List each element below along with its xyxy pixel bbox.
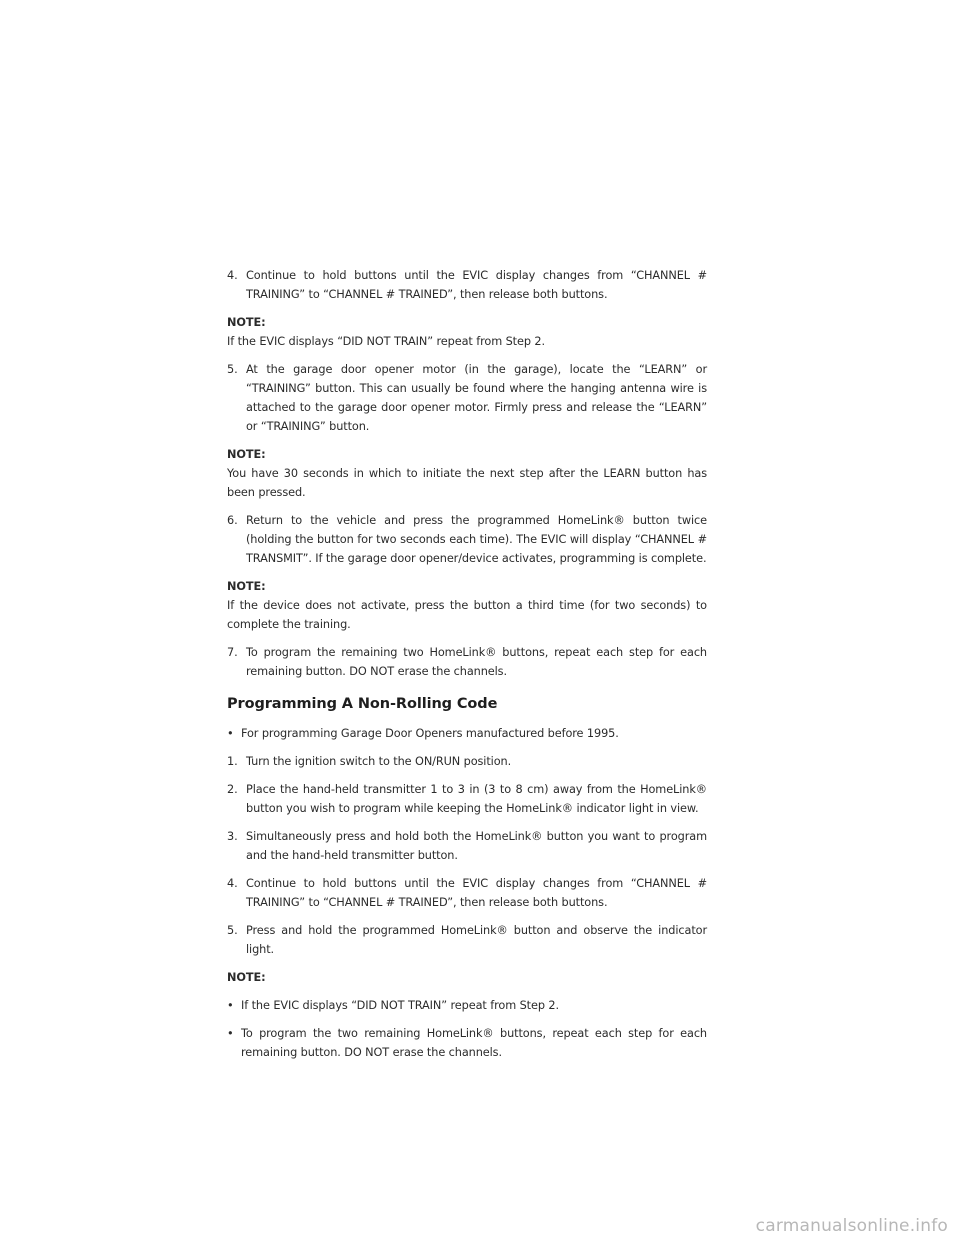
step-text: Turn the ignition switch to the ON/RUN position.: [246, 755, 512, 768]
note-label: NOTE:: [227, 448, 266, 461]
step-number: 2.: [227, 783, 238, 796]
section-step-2: [227, 780, 707, 818]
step-text: Simultaneously press and hold both the HomeLink® button you want to program and the hand-held transmitter button.: [246, 830, 707, 862]
step-text: Return to the vehicle and press the programmed HomeLink® button twice (holding the button for two seconds each time). The EVIC will display “CHANNEL # TRANSMIT”. If the garage door opener/device activates, programming is complete.: [246, 514, 707, 565]
section-step-1: [227, 752, 707, 771]
bullet-text: To program the two remaining HomeLink® buttons, repeat each step for each remaining button. DO NOT erase the channels.: [241, 1027, 707, 1059]
note-label: NOTE:: [227, 580, 266, 593]
step-text: Press and hold the programmed HomeLink® button and observe the indicator light.: [246, 924, 707, 956]
section-step-4: [227, 874, 707, 912]
step-7: [227, 643, 707, 681]
step-4: [227, 266, 707, 304]
watermark: carmanualsonline.info: [755, 1216, 948, 1236]
step-6: [227, 511, 707, 568]
step-5: [227, 360, 707, 436]
section-heading: Programming A Non-Rolling Code: [227, 696, 498, 712]
step-text: At the garage door opener motor (in the garage), locate the “LEARN” or “TRAINING” button. This can usually be found where the hanging antenna wire is attached to the garage door opener motor. Firmly press and release the “LEARN” or “TRAINING” button.: [246, 363, 707, 433]
bullet-glyph: •: [227, 1027, 234, 1040]
note-label: NOTE:: [227, 316, 266, 329]
step-text: Continue to hold buttons until the EVIC display changes from “CHANNEL # TRAINING” to “CHANNEL # TRAINED”, then release both buttons.: [246, 877, 707, 909]
step-number: 5.: [227, 924, 238, 937]
step-number: 6.: [227, 514, 238, 527]
note-text: If the EVIC displays “DID NOT TRAIN” repeat from Step 2.: [227, 335, 545, 348]
step-number: 3.: [227, 830, 238, 843]
bullet-glyph: •: [227, 999, 234, 1012]
note-label: NOTE:: [227, 971, 266, 984]
manual-page-content: [227, 266, 707, 1071]
section-step-5: [227, 921, 707, 959]
step-text: Place the hand-held transmitter 1 to 3 in (3 to 8 cm) away from the HomeLink® button you wish to program while keeping the HomeLink® indicator light in view.: [246, 783, 707, 815]
note-text: If the device does not activate, press the button a third time (for two seconds) to complete the training.: [227, 599, 707, 631]
step-number: 1.: [227, 755, 238, 768]
step-text: Continue to hold buttons until the EVIC display changes from “CHANNEL # TRAINING” to “CHANNEL # TRAINED”, then release both buttons.: [246, 269, 707, 301]
note-bullet-2: [227, 1024, 707, 1062]
step-number: 7.: [227, 646, 238, 659]
step-text: To program the remaining two HomeLink® buttons, repeat each step for each remaining button. DO NOT erase the channels.: [246, 646, 707, 678]
note-text: You have 30 seconds in which to initiate the next step after the LEARN button has been pressed.: [227, 467, 707, 499]
section-step-3: [227, 827, 707, 865]
bullet-text: If the EVIC displays “DID NOT TRAIN” repeat from Step 2.: [241, 999, 559, 1012]
bullet-glyph: •: [227, 727, 234, 740]
note-bullet-1: [227, 996, 707, 1015]
step-number: 5.: [227, 363, 238, 376]
step-number: 4.: [227, 877, 238, 890]
bullet-text: For programming Garage Door Openers manufactured before 1995.: [241, 727, 619, 740]
step-number: 4.: [227, 269, 238, 282]
intro-bullet: [227, 724, 707, 743]
